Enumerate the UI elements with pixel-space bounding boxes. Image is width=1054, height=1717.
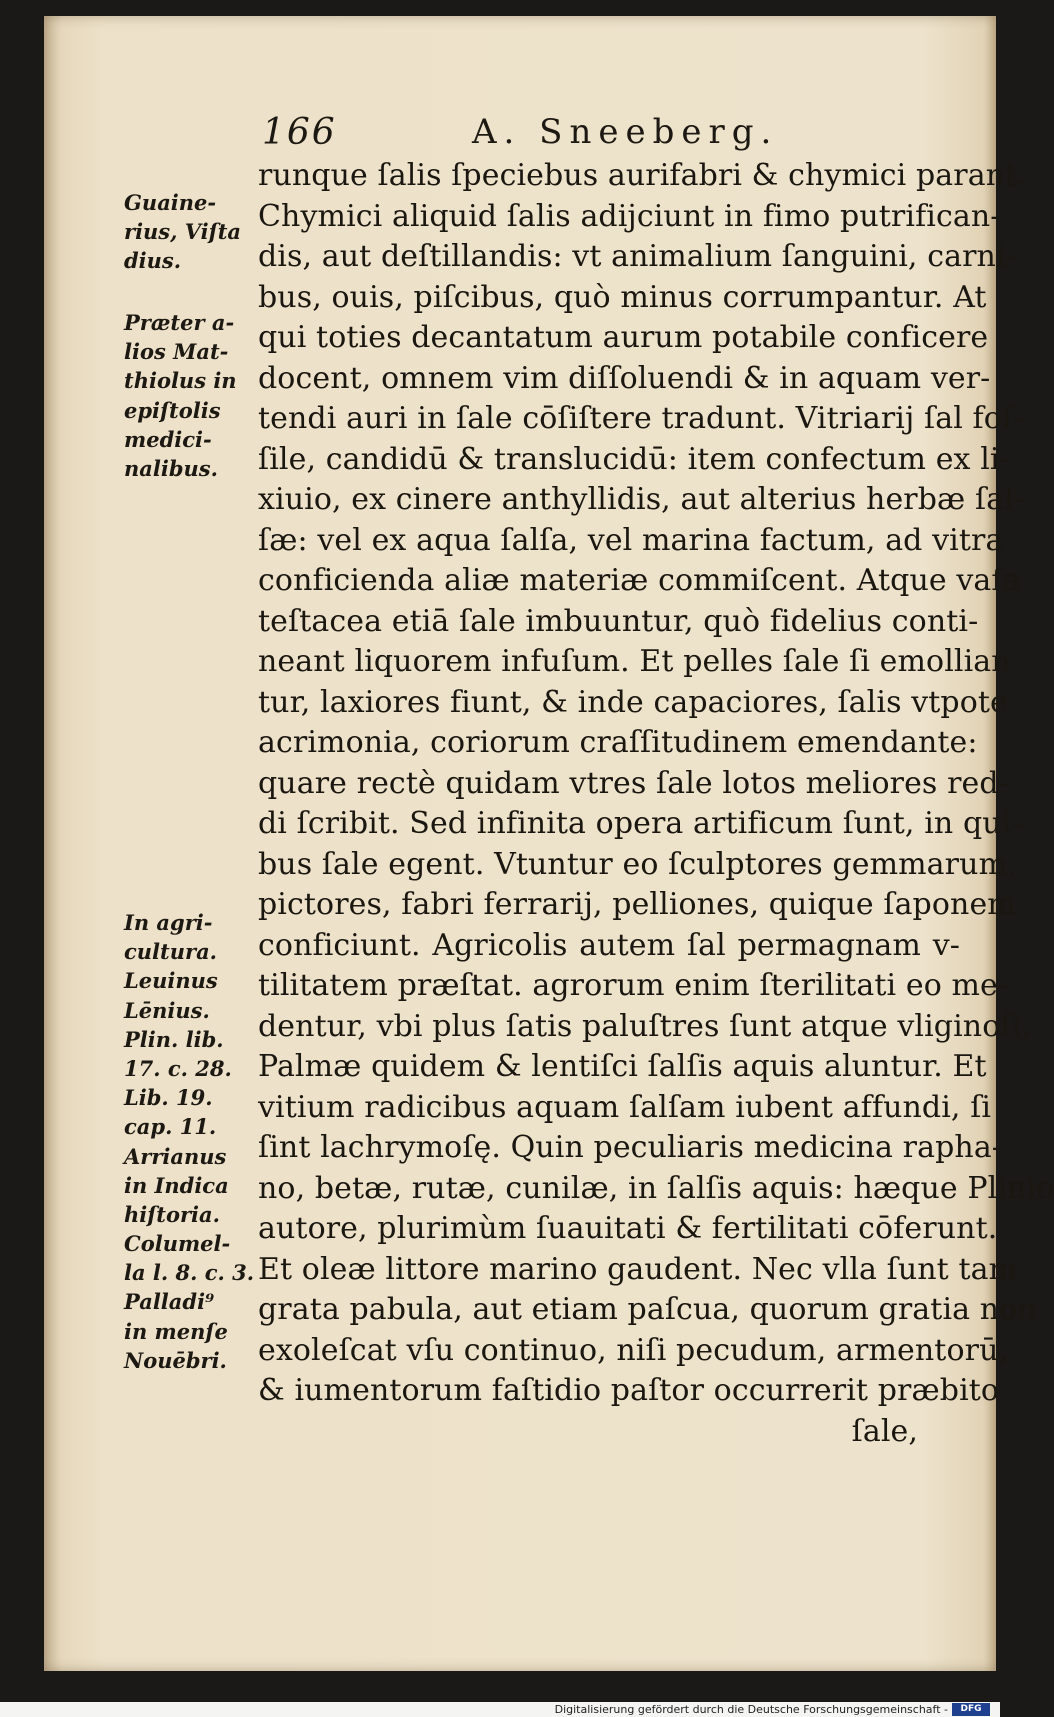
text-line: conficiunt. Agricolis autem ſal permagnam v- — [258, 927, 960, 963]
text-line: bus, ouis, piſcibus, quò minus corrumpantur. At — [258, 279, 987, 315]
text-line: docent, omnem vim diſſoluendi & in aquam ver- — [258, 360, 991, 396]
marginal-note-line: nalibus. — [124, 455, 218, 481]
text-line: tendi auri in ſale cōſiſtere tradunt. Vitriarij ſal foſ- — [258, 401, 1024, 436]
marginal-note-line: medici- — [124, 426, 212, 452]
text-line: di ſcribit. Sed infinita opera artificum ſunt, in qui- — [258, 806, 1022, 841]
marginal-note-line: in menſe — [124, 1318, 228, 1344]
text-line: vitium radicibus aquam ſalſam iubent affundi, ſi — [258, 1089, 992, 1125]
text-line: Palmæ quidem & lentiſci ſalſis aquis aluntur. Et — [258, 1049, 987, 1084]
marginal-note-line: epiſtolis — [124, 397, 221, 423]
marginal-note — [124, 908, 264, 1375]
text-line: Chymici aliquid ſalis adijciunt in fimo putrifican- — [258, 198, 1001, 234]
page-number: 166 — [262, 112, 337, 153]
marginal-note-line: Palladi⁹ — [124, 1289, 215, 1315]
marginal-note-line: Lib. 19. — [124, 1085, 213, 1111]
text-line: teſtacea etiā ſale imbuuntur, quò fidelius conti- — [258, 603, 979, 639]
marginal-note-line: 17. c. 28. — [124, 1055, 232, 1081]
text-line: autore, plurimùm ſuauitati & fertilitati cōferunt. — [258, 1211, 998, 1246]
marginal-note-line: Plin. lib. — [124, 1026, 224, 1052]
marginal-note-line: dius. — [124, 248, 182, 274]
text-line: no, betæ, rutæ, cunilæ, in ſalſis aquis: hæque Plinio — [258, 1170, 1054, 1206]
text-line: neant liquorem infuſum. Et pelles ſale ſi emollian — [258, 644, 1011, 679]
funding-credit: Digitalisierung gefördert durch die Deutsche Forschungsgemeinschaft - — [554, 1703, 948, 1716]
marginal-note-line: Lēnius. — [124, 997, 210, 1023]
running-head: A. Sneeberg. — [472, 112, 779, 152]
marginal-note-line: In agri- — [124, 910, 213, 935]
text-line: acrimonia, coriorum craſſitudinem emendante: — [258, 725, 978, 760]
text-line: tur, laxiores fiunt, & inde capaciores, ſalis vtpote — [258, 684, 1008, 720]
marginal-note-line: Præter a- — [124, 310, 235, 335]
text-line: dentur, vbi plus ſatis paluſtres ſunt atque vliginoſi. — [258, 1008, 1031, 1044]
text-line: tilitatem præſtat. agrorum enim ſterilitati eo me- — [258, 968, 1009, 1003]
marginal-note-line: Leuinus — [124, 968, 218, 994]
marginal-note-line: Columel- — [124, 1231, 231, 1257]
marginal-note-line: Nouēbri. — [124, 1347, 227, 1373]
marginal-note-line: rius, Viſta — [124, 219, 241, 245]
marginal-note-line: cultura. — [124, 939, 217, 965]
text-line: & iumentorum faſtidio paſtor occurrerit præbito — [258, 1373, 1000, 1408]
marginal-note-line: Arrianus — [124, 1143, 227, 1169]
text-line: grata pabula, aut etiam paſcua, quorum gratia non — [258, 1292, 1037, 1327]
marginal-note-line: in Indica — [124, 1172, 229, 1198]
marginal-note — [124, 188, 264, 276]
marginal-note — [124, 308, 264, 483]
dfg-logo: DFG — [952, 1703, 990, 1716]
text-line: exoleſcat vſu continuo, niſi pecudum, armentorū, — [258, 1332, 1009, 1368]
text-line: pictores, fabri ferrarij, pelliones, quique ſaponem — [258, 887, 1016, 922]
marginal-note-line: cap. 11. — [124, 1114, 217, 1140]
text-line: quare rectè quidam vtres ſale lotos meliores red- — [258, 765, 1009, 801]
text-line: ſæ: vel ex aqua ſalſa, vel marina factum, ad vitra — [258, 522, 1004, 558]
text-line: Et oleæ littore marino gaudent. Nec vlla ſunt tam — [258, 1251, 1018, 1287]
catchword: ſale, — [851, 1413, 918, 1449]
main-text — [258, 156, 1054, 1452]
text-line: bus ſale egent. Vtuntur eo ſculptores gemmarum, — [258, 846, 1017, 882]
page-header — [262, 112, 782, 156]
text-line: dis, aut deſtillandis: vt animalium ſanguini, carni- — [258, 239, 1016, 274]
marginal-note-line: hiſtoria. — [124, 1201, 220, 1227]
marginal-note-line: Guaine- — [124, 190, 217, 215]
text-line: ſile, candidū & translucidū: item confectum ex li- — [258, 441, 1010, 477]
text-line: xiuio, ex cinere anthyllidis, aut alterius herbæ ſal- — [258, 482, 1025, 517]
text-line: ſint lachrymoſę. Quin peculiaris medicina rapha- — [258, 1130, 1003, 1165]
text-line: runque ſalis ſpeciebus aurifabri & chymici parant. — [258, 158, 1027, 193]
marginal-note-line: thiolus in — [124, 368, 237, 394]
marginal-note-line: la l. 8. c. 3. — [124, 1260, 255, 1286]
text-line: conficienda aliæ materiæ commiſcent. Atque vaſa — [258, 563, 1021, 598]
text-line: qui toties decantatum aurum potabile conficere — [258, 320, 989, 355]
marginal-note-line: lios Mat- — [124, 339, 229, 365]
